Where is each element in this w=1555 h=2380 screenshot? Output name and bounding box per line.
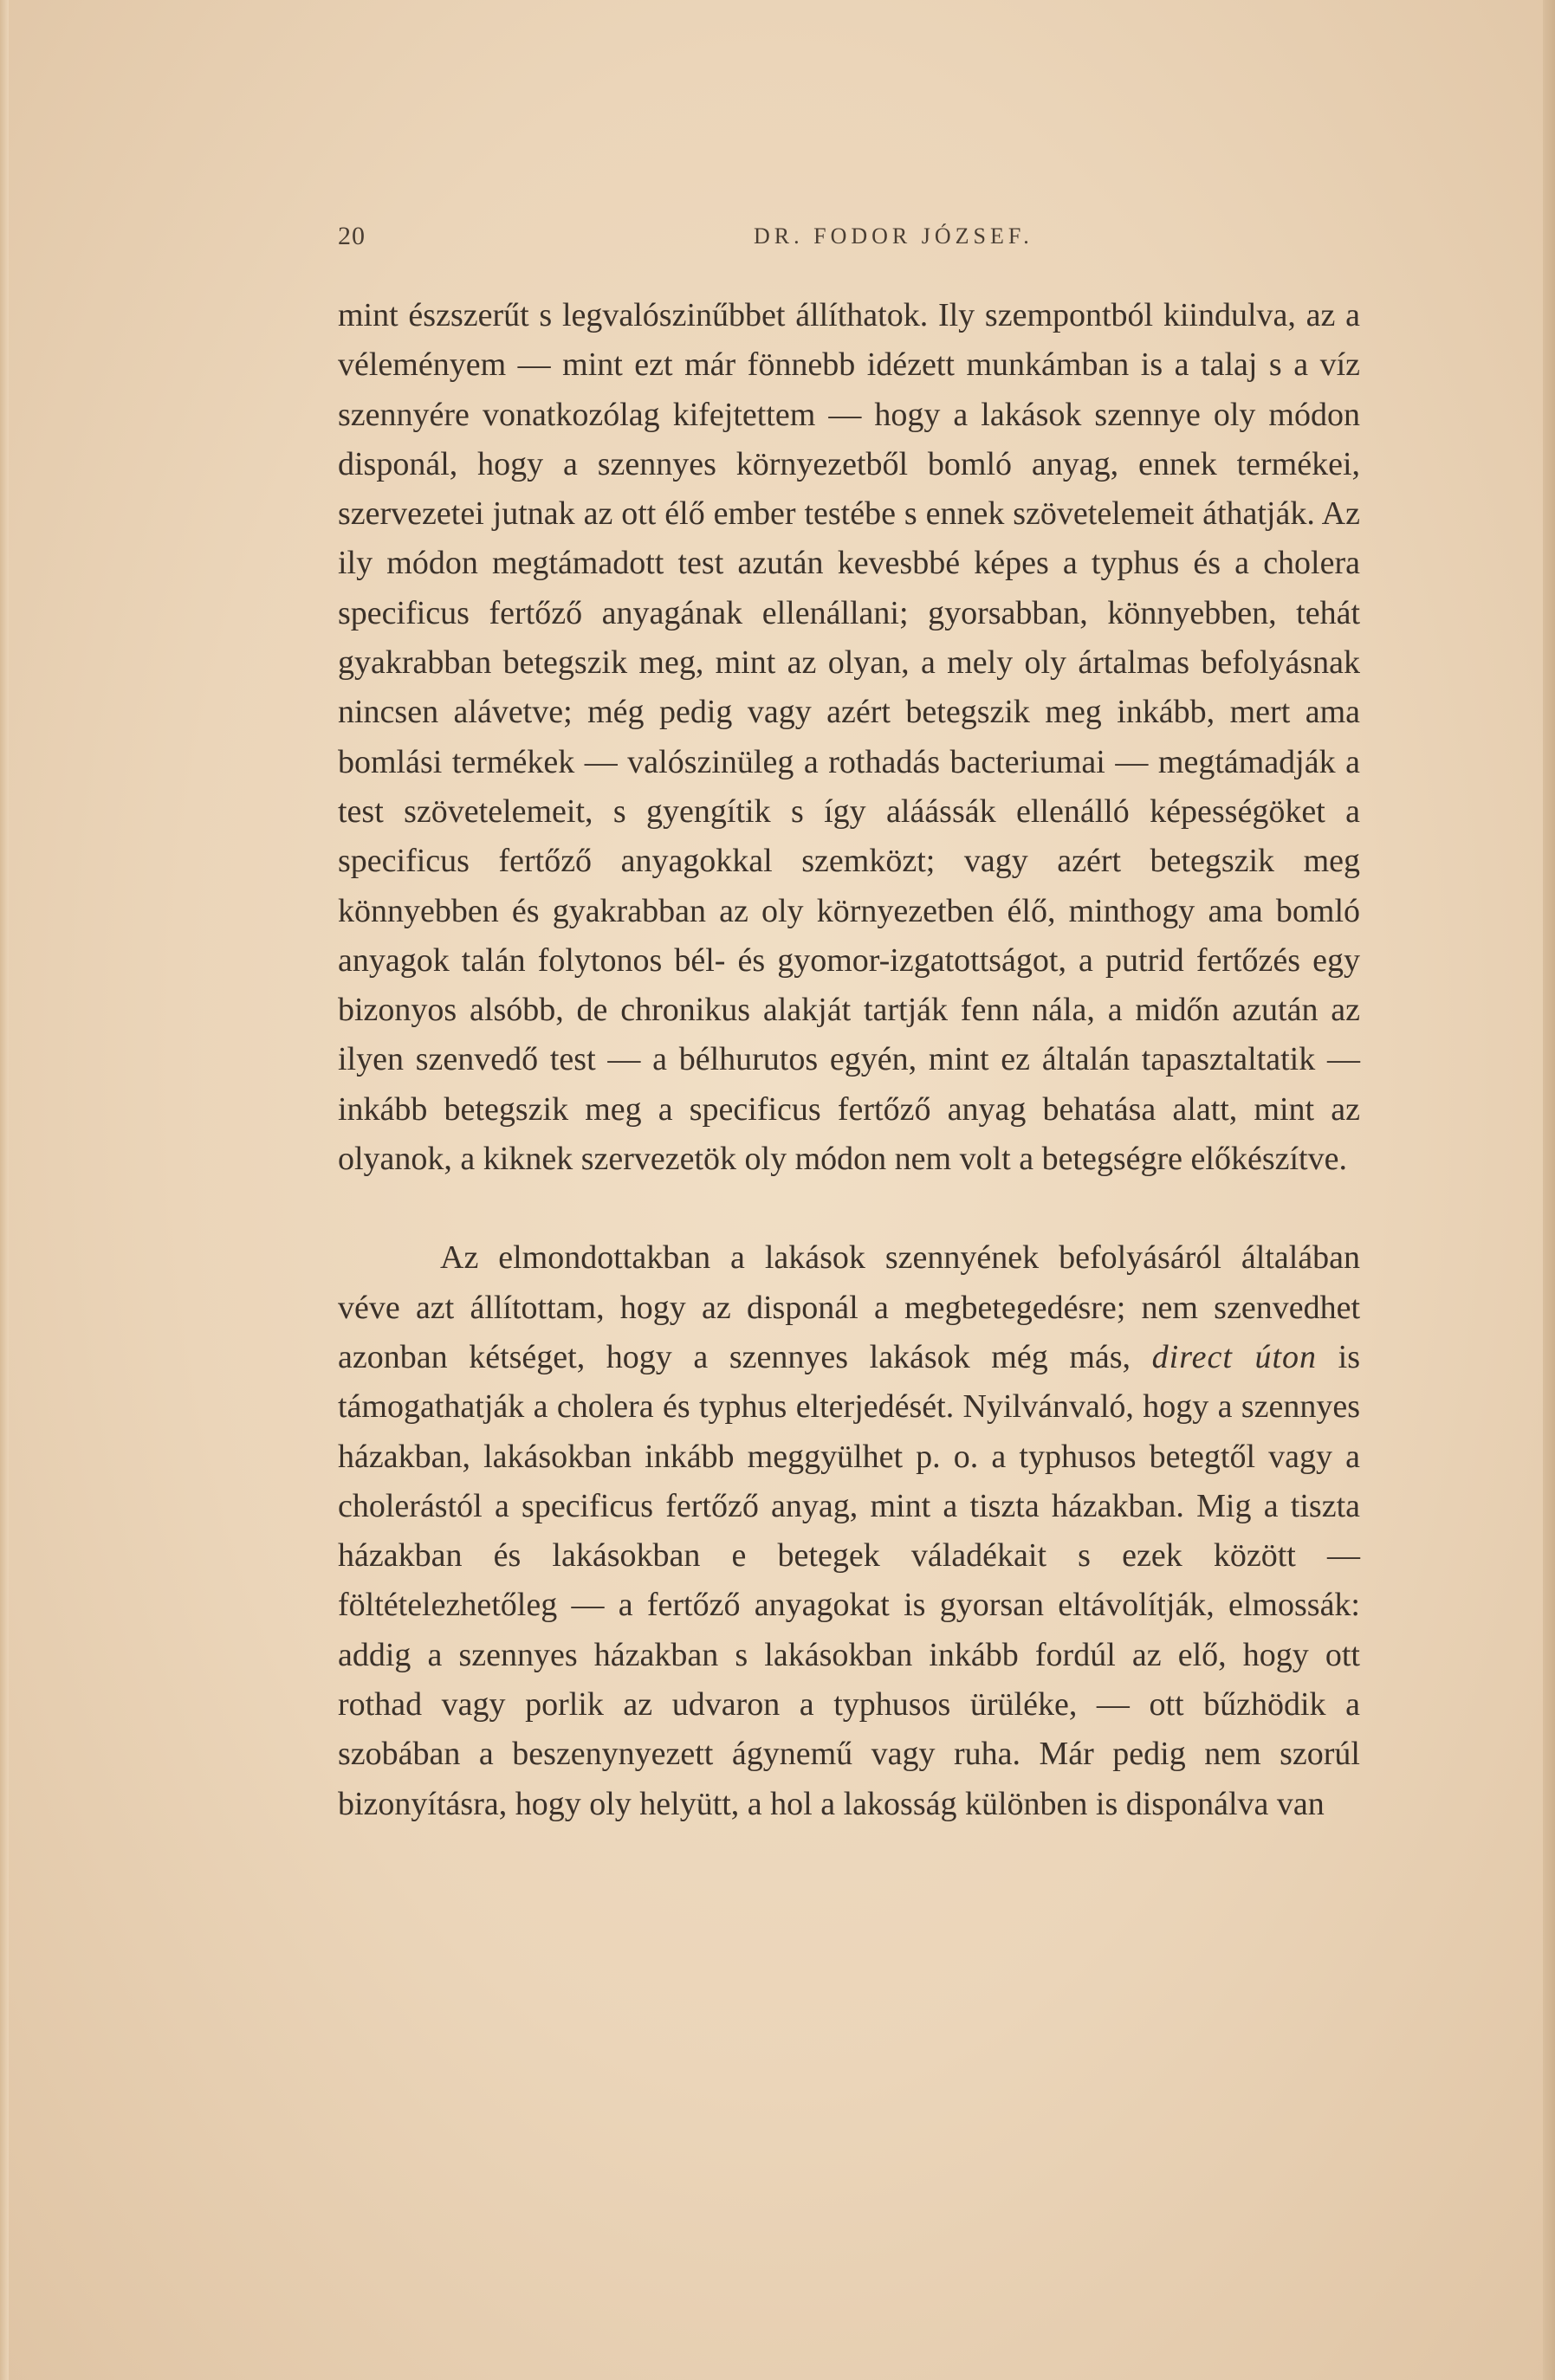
paragraph-1: mint észszerűt s legvalószinűbbet állíthatok. Ily szempontból kiindulva, az a véleményem — mint ezt már fönnebb idézett munkámban is a talaj s a víz szennyére vonatkozólag kifejtettem — hogy a lakások szennye oly módon disponál, hogy a szennyes környezetből bomló anyag, ennek termékei, szervezetei jutnak az ott élő ember testébe s ennek szövetelemeit áthatják. Az ily módon megtámadott test azután kevesbbé képes a typhus és a cholera specificus fertőző anyagának ellenállani; gyorsabban, könnyebben, tehát gyakrabban betegszik meg, mint az olyan, a mely oly ártalmas befolyásnak nincsen alávetve; még pedig vagy azért betegszik meg inkább, mert ama bomlási termékek — valószinüleg a rothadás bacteriumai — megtámadják a test szövetelemeit, s gyengítik s így aláássák ellenálló képességöket a specificus fertőző anyagokkal szemközt; vagy azért betegszik meg könnyebben és gyakrabban az oly környezetben élő, minthogy ama bomló anyagok talán folytonos bél- és gyomor-izgatottságot, a putrid fertőzés egy bizonyos alsóbb, de chronikus alakját tartják fenn nála, a midőn azután az ilyen szenvedő test — a bélhurutos egyén, mint ez általán tapasztaltatik — inkább betegszik meg a specificus fertőző anyag behatása alatt, mint az olyanok, a kiknek szervezetök oly módon nem volt a betegségre előkészítve. bbox=[338, 297, 1360, 1178]
page-left-edge bbox=[0, 0, 9, 2380]
paragraph-2-emphasis: direct úton bbox=[1151, 1338, 1318, 1375]
body-text bbox=[338, 291, 1360, 1829]
page-number: 20 bbox=[338, 222, 366, 250]
paragraph-2 bbox=[338, 1233, 1360, 1829]
page-right-edge bbox=[1543, 0, 1555, 2380]
page-header bbox=[338, 222, 1360, 256]
running-head: DR. FODOR JÓZSEF. bbox=[754, 223, 1033, 249]
paragraph-2-start: Az elmondottakban a lakások szennyének befolyásáról általában véve azt állítottam, hogy az disponál a megbetegedésre; nem szenvedhet azonban kétséget, hogy a szennyes lakások még más, bbox=[338, 1239, 1360, 1375]
paragraph-2-end: is támogathatják a cholera és typhus elterjedését. Nyilvánvaló, hogy a szennyes házakban, lakásokban inkább meggyülhet p. o. a typhusos betegtől vagy a cholerástól a specificus fertőző anyag, mint a tiszta házakban. Mig a tiszta házakban és lakásokban e betegek váladékait s ezek között — föltételezhetőleg — a fertőző anyagokat is gyorsan eltávolítják, elmossák: addig a szennyes házakban s lakásokban inkább fordúl az elő, hogy ott rothad vagy porlik az udvaron a typhusos ürüléke, — ott bűzhödik a szobában a beszenynyezett ágynemű vagy ruha. Már pedig nem szorúl bizonyításra, hogy oly helyütt, a hol a lakosság különben is disponálva van bbox=[338, 1338, 1360, 1822]
